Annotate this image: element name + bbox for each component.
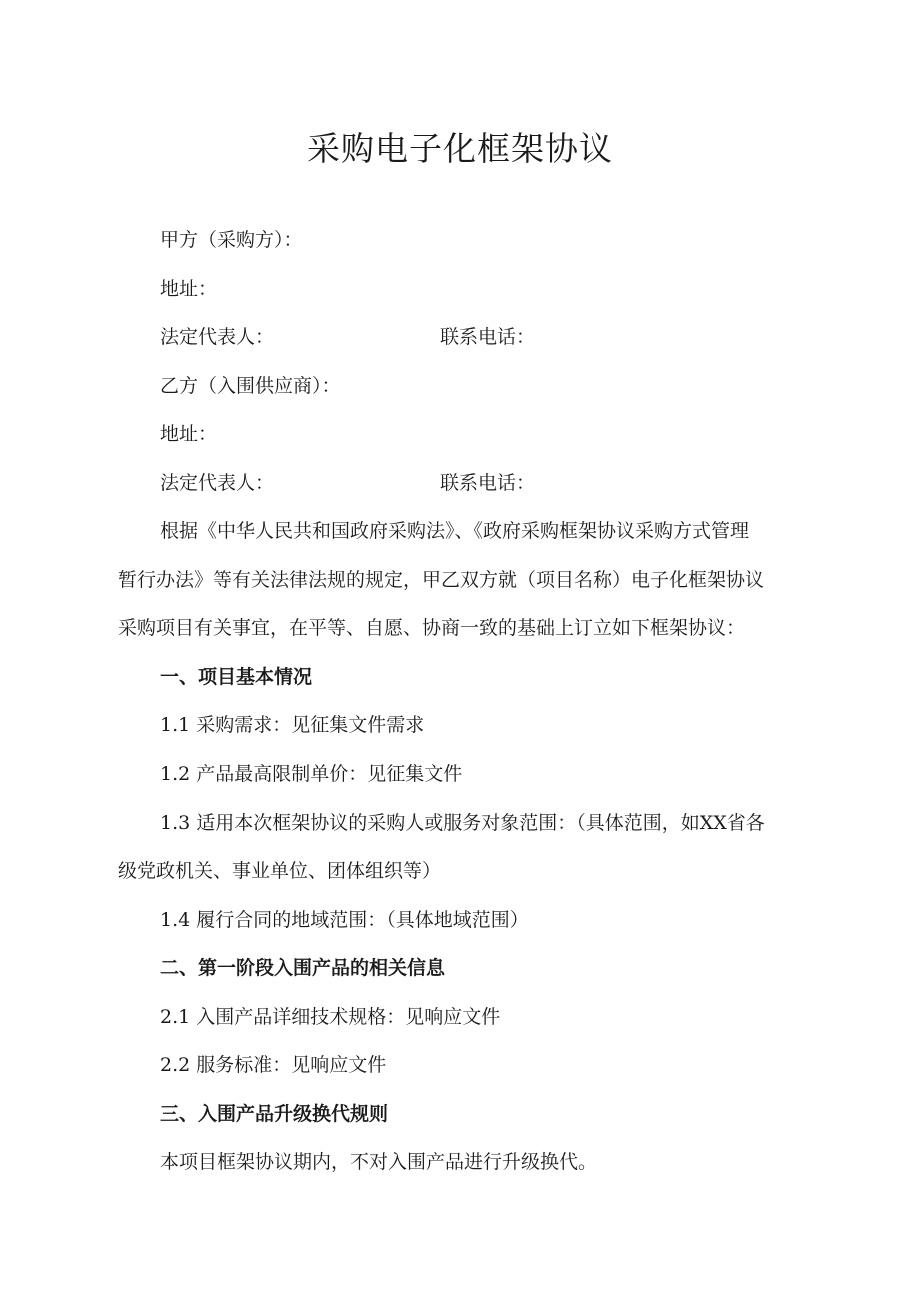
party-a-label: 甲方（采购方）： <box>160 229 303 251</box>
section-2-item-1: 2.1 入围产品详细技术规格：见响应文件 <box>160 1006 501 1028</box>
party-a-legal-rep: 法定代表人： <box>160 326 275 348</box>
document-title: 采购电子化框架协议 <box>307 129 613 168</box>
preamble-line: 暂行办法》等有关法律法规的规定，甲乙双方就（项目名称）电子化框架协议 <box>118 569 765 591</box>
party-a-phone: 联系电话： <box>440 326 536 348</box>
section-1-item-4: 1.4 履行合同的地域范围：（具体地域范围） <box>160 909 529 931</box>
preamble-line: 根据《中华人民共和国政府采购法》、《政府采购框架协议采购方式管理 <box>160 520 750 542</box>
section-2-heading: 二、第一阶段入围产品的相关信息 <box>160 957 446 979</box>
section-3-body: 本项目框架协议期内，不对入围产品进行升级换代。 <box>160 1151 598 1173</box>
section-1-item-1: 1.1 采购需求：见征集文件需求 <box>160 714 425 736</box>
section-1-heading: 一、项目基本情况 <box>160 666 313 688</box>
section-2-item-2: 2.2 服务标准：见响应文件 <box>160 1054 387 1076</box>
party-b-label: 乙方（入围供应商）： <box>160 375 341 397</box>
party-b-phone: 联系电话： <box>440 472 536 494</box>
party-a-address: 地址： <box>160 278 218 300</box>
section-1-item-2: 1.2 产品最高限制单价：见征集文件 <box>160 763 463 785</box>
party-b-address: 地址： <box>160 423 218 445</box>
party-b-legal-rep: 法定代表人： <box>160 472 275 494</box>
section-1-item-3-continued: 级党政机关、事业单位、团体组织等） <box>118 860 442 882</box>
preamble-line: 采购项目有关事宜，在平等、自愿、协商一致的基础上订立如下框架协议： <box>118 617 746 639</box>
section-1-item-3: 1.3 适用本次框架协议的采购人或服务对象范围：（具体范围，如XX省各 <box>160 812 765 834</box>
section-3-heading: 三、入围产品升级换代规则 <box>160 1103 389 1125</box>
